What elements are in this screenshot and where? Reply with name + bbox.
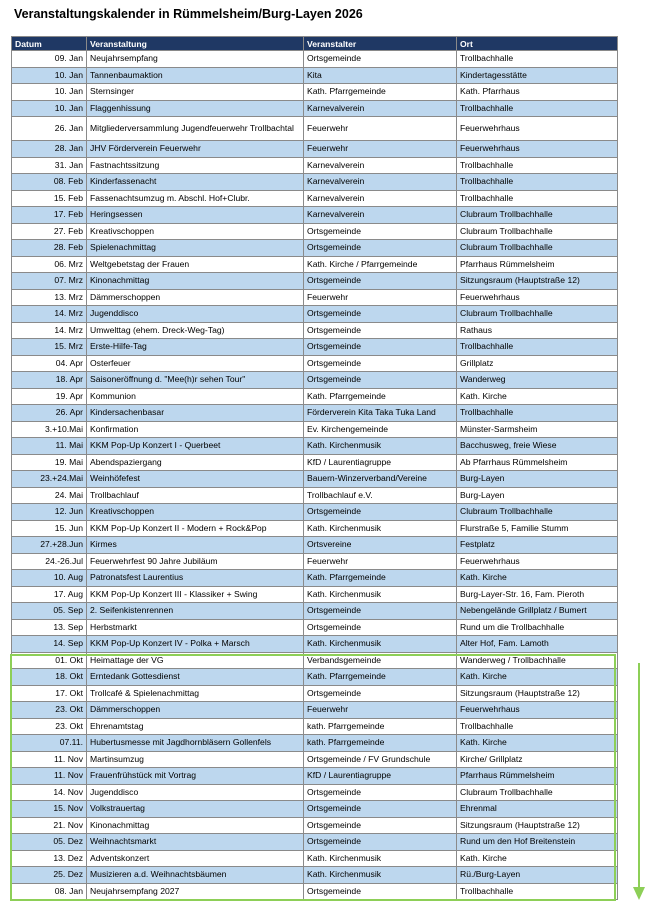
cell-ort: Trollbachhalle <box>457 157 618 174</box>
cell-ort: Bacchusweg, freie Wiese <box>457 438 618 455</box>
cell-veranstalter: Ortsgemeinde <box>304 603 457 620</box>
cell-datum: 15. Nov <box>12 801 87 818</box>
cell-ort: Sitzungsraum (Hauptstraße 12) <box>457 685 618 702</box>
table-row <box>12 100 618 117</box>
table-row <box>12 768 618 785</box>
cell-veranstalter: Ortsgemeinde / FV Grundschule <box>304 751 457 768</box>
cell-veranstaltung: 2. Seifenkistenrennen <box>87 603 304 620</box>
cell-ort: Feuerwehrhaus <box>457 702 618 719</box>
cell-datum: 08. Feb <box>12 174 87 191</box>
cell-veranstalter: Ortsgemeinde <box>304 240 457 257</box>
cell-veranstaltung: Dämmerschoppen <box>87 702 304 719</box>
cell-veranstalter: Ortsgemeinde <box>304 504 457 521</box>
table-row <box>12 454 618 471</box>
cell-datum: 3.+10.Mai <box>12 421 87 438</box>
cell-veranstaltung: Heimattage der VG <box>87 652 304 669</box>
cell-ort: Sitzungsraum (Hauptstraße 12) <box>457 817 618 834</box>
cell-ort: Trollbachhalle <box>457 339 618 356</box>
cell-veranstalter: Ortsgemeinde <box>304 834 457 851</box>
table-row <box>12 471 618 488</box>
cell-veranstalter: Feuerwehr <box>304 553 457 570</box>
cell-veranstalter: Kath. Kirchenmusik <box>304 636 457 653</box>
cell-veranstalter: Ortsgemeinde <box>304 801 457 818</box>
cell-veranstaltung: Sternsinger <box>87 84 304 101</box>
cell-ort: Kindertagesstätte <box>457 67 618 84</box>
cell-veranstalter: Ortsgemeinde <box>304 685 457 702</box>
table-row <box>12 817 618 834</box>
cell-ort: Trollbachhalle <box>457 174 618 191</box>
cell-ort: Clubraum Trollbachhalle <box>457 306 618 323</box>
cell-veranstaltung: Neujahrsempfang 2027 <box>87 883 304 900</box>
cell-veranstalter: Ortsgemeinde <box>304 784 457 801</box>
cell-datum: 17. Okt <box>12 685 87 702</box>
table-row <box>12 223 618 240</box>
header-datum: Datum <box>12 37 87 51</box>
cell-datum: 27.+28.Jun <box>12 537 87 554</box>
cell-veranstaltung: JHV Förderverein Feuerwehr <box>87 141 304 158</box>
cell-ort: Clubraum Trollbachhalle <box>457 240 618 257</box>
cell-datum: 10. Jan <box>12 100 87 117</box>
table-row <box>12 388 618 405</box>
cell-veranstalter: Kath. Pfarrgemeinde <box>304 669 457 686</box>
cell-ort: Alter Hof, Fam. Lamoth <box>457 636 618 653</box>
cell-veranstalter: Bauern-Winzerverband/Vereine <box>304 471 457 488</box>
table-row <box>12 570 618 587</box>
cell-ort: Kath. Kirche <box>457 388 618 405</box>
table-row <box>12 339 618 356</box>
cell-datum: 08. Jan <box>12 883 87 900</box>
cell-veranstaltung: Kinonachmittag <box>87 817 304 834</box>
cell-datum: 11. Nov <box>12 751 87 768</box>
cell-veranstalter: Karnevalverein <box>304 100 457 117</box>
cell-veranstaltung: KKM Pop-Up Konzert I - Querbeet <box>87 438 304 455</box>
cell-ort: Trollbachhalle <box>457 883 618 900</box>
table-row <box>12 718 618 735</box>
cell-veranstalter: kath. Pfarrgemeinde <box>304 718 457 735</box>
cell-datum: 25. Dez <box>12 867 87 884</box>
cell-veranstaltung: Patronatsfest Laurentius <box>87 570 304 587</box>
cell-datum: 21. Nov <box>12 817 87 834</box>
cell-datum: 26. Apr <box>12 405 87 422</box>
table-row <box>12 883 618 900</box>
cell-ort: Kath. Pfarrhaus <box>457 84 618 101</box>
cell-veranstaltung: Jugenddisco <box>87 306 304 323</box>
cell-veranstalter: Feuerwehr <box>304 117 457 141</box>
table-row <box>12 801 618 818</box>
cell-datum: 23. Okt <box>12 702 87 719</box>
table-row <box>12 504 618 521</box>
cell-datum: 13. Dez <box>12 850 87 867</box>
cell-veranstalter: Ortsgemeinde <box>304 372 457 389</box>
cell-datum: 09. Jan <box>12 51 87 68</box>
cell-datum: 19. Mai <box>12 454 87 471</box>
cell-ort: Ehrenmal <box>457 801 618 818</box>
cell-veranstaltung: Herbstmarkt <box>87 619 304 636</box>
cell-datum: 10. Jan <box>12 67 87 84</box>
cell-veranstaltung: Adventskonzert <box>87 850 304 867</box>
cell-veranstalter: Ortsgemeinde <box>304 339 457 356</box>
cell-datum: 26. Jan <box>12 117 87 141</box>
cell-veranstalter: Trollbachlauf e.V. <box>304 487 457 504</box>
cell-veranstaltung: Volkstrauertag <box>87 801 304 818</box>
table-row <box>12 702 618 719</box>
cell-datum: 15. Feb <box>12 190 87 207</box>
table-row <box>12 520 618 537</box>
cell-veranstaltung: Konfirmation <box>87 421 304 438</box>
cell-veranstaltung: Neujahrsempfang <box>87 51 304 68</box>
cell-ort: Trollbachhalle <box>457 718 618 735</box>
cell-datum: 19. Apr <box>12 388 87 405</box>
cell-veranstaltung: Fastnachtssitzung <box>87 157 304 174</box>
table-row <box>12 438 618 455</box>
cell-veranstaltung: Kommunion <box>87 388 304 405</box>
cell-veranstaltung: Kinderfassenacht <box>87 174 304 191</box>
cell-veranstalter: Kath. Kirchenmusik <box>304 867 457 884</box>
table-row <box>12 867 618 884</box>
cell-veranstaltung: KKM Pop-Up Konzert IV - Polka + Marsch <box>87 636 304 653</box>
cell-veranstalter: Kath. Pfarrgemeinde <box>304 388 457 405</box>
cell-veranstaltung: Kreativschoppen <box>87 504 304 521</box>
cell-veranstalter: Kath. Kirchenmusik <box>304 850 457 867</box>
cell-ort: Festplatz <box>457 537 618 554</box>
cell-datum: 17. Feb <box>12 207 87 224</box>
cell-datum: 31. Jan <box>12 157 87 174</box>
cell-veranstalter: Ortsgemeinde <box>304 306 457 323</box>
table-row <box>12 355 618 372</box>
table-row <box>12 256 618 273</box>
header-veranstaltung: Veranstaltung <box>87 37 304 51</box>
cell-datum: 10. Aug <box>12 570 87 587</box>
cell-veranstalter: Kath. Pfarrgemeinde <box>304 570 457 587</box>
cell-datum: 07. Mrz <box>12 273 87 290</box>
header-row <box>12 37 618 51</box>
cell-ort: Wanderweg <box>457 372 618 389</box>
cell-datum: 04. Apr <box>12 355 87 372</box>
cell-veranstalter: Kath. Kirche / Pfarrgemeinde <box>304 256 457 273</box>
cell-ort: Clubraum Trollbachhalle <box>457 223 618 240</box>
cell-veranstaltung: KKM Pop-Up Konzert II - Modern + Rock&Pop <box>87 520 304 537</box>
table-row <box>12 322 618 339</box>
cell-veranstaltung: Ehrenamtstag <box>87 718 304 735</box>
cell-veranstalter: Kath. Kirchenmusik <box>304 586 457 603</box>
cell-veranstalter: Ortsgemeinde <box>304 51 457 68</box>
cell-datum: 05. Sep <box>12 603 87 620</box>
cell-ort: Feuerwehrhaus <box>457 553 618 570</box>
cell-veranstalter: Feuerwehr <box>304 141 457 158</box>
event-table <box>11 36 618 900</box>
cell-veranstaltung: Trollcafé & Spielenachmittag <box>87 685 304 702</box>
cell-veranstaltung: Spielenachmittag <box>87 240 304 257</box>
cell-datum: 28. Feb <box>12 240 87 257</box>
cell-ort: Kirche/ Grillplatz <box>457 751 618 768</box>
table-row <box>12 84 618 101</box>
cell-ort: Rund um den Hof Breitenstein <box>457 834 618 851</box>
cell-ort: Trollbachhalle <box>457 190 618 207</box>
cell-ort: Kath. Kirche <box>457 570 618 587</box>
cell-datum: 11. Nov <box>12 768 87 785</box>
page-title: Veranstaltungskalender in Rümmelsheim/Burg-Layen 2026 <box>14 7 363 21</box>
table-row <box>12 372 618 389</box>
table-row <box>12 141 618 158</box>
cell-datum: 12. Jun <box>12 504 87 521</box>
cell-veranstaltung: Flaggenhissung <box>87 100 304 117</box>
cell-ort: Wanderweg / Trollbachhalle <box>457 652 618 669</box>
cell-veranstalter: KfD / Laurentiagruppe <box>304 454 457 471</box>
cell-datum: 11. Mai <box>12 438 87 455</box>
cell-ort: Münster-Sarmsheim <box>457 421 618 438</box>
cell-veranstaltung: Frauenfrühstück mit Vortrag <box>87 768 304 785</box>
cell-ort: Grillplatz <box>457 355 618 372</box>
cell-datum: 14. Sep <box>12 636 87 653</box>
cell-ort: Rund um die Trollbachhalle <box>457 619 618 636</box>
cell-veranstalter: Ortsvereine <box>304 537 457 554</box>
cell-ort: Kath. Kirche <box>457 669 618 686</box>
cell-datum: 01. Okt <box>12 652 87 669</box>
cell-veranstalter: Ortsgemeinde <box>304 883 457 900</box>
table-row <box>12 636 618 653</box>
table-row <box>12 669 618 686</box>
cell-veranstalter: Förderverein Kita Taka Tuka Land <box>304 405 457 422</box>
cell-datum: 23.+24.Mai <box>12 471 87 488</box>
cell-veranstalter: Ortsgemeinde <box>304 223 457 240</box>
down-arrow-icon <box>630 663 648 901</box>
header-veranstalter: Veranstalter <box>304 37 457 51</box>
cell-veranstalter: Feuerwehr <box>304 702 457 719</box>
table-row <box>12 553 618 570</box>
cell-ort: Clubraum Trollbachhalle <box>457 504 618 521</box>
cell-ort: Burg-Layer-Str. 16, Fam. Pieroth <box>457 586 618 603</box>
cell-datum: 15. Mrz <box>12 339 87 356</box>
table-row <box>12 240 618 257</box>
table-row <box>12 487 618 504</box>
cell-veranstaltung: Kinonachmittag <box>87 273 304 290</box>
cell-datum: 17. Aug <box>12 586 87 603</box>
table-row <box>12 537 618 554</box>
cell-ort: Flurstraße 5, Familie Stumm <box>457 520 618 537</box>
table-row <box>12 834 618 851</box>
cell-datum: 07.11. <box>12 735 87 752</box>
cell-ort: Ab Pfarrhaus Rümmelsheim <box>457 454 618 471</box>
cell-ort: Rathaus <box>457 322 618 339</box>
cell-veranstaltung: Tannenbaumaktion <box>87 67 304 84</box>
cell-veranstalter: Ortsgemeinde <box>304 355 457 372</box>
cell-ort: Trollbachhalle <box>457 100 618 117</box>
cell-veranstalter: Karnevalverein <box>304 174 457 191</box>
cell-veranstaltung: Weinhöfefest <box>87 471 304 488</box>
cell-ort: Kath. Kirche <box>457 735 618 752</box>
cell-ort: Pfarrhaus Rümmelsheim <box>457 256 618 273</box>
cell-veranstaltung: Fassenachtsumzug m. Abschl. Hof+Clubr. <box>87 190 304 207</box>
cell-veranstaltung: Erste-Hilfe-Tag <box>87 339 304 356</box>
cell-veranstaltung: Jugenddisco <box>87 784 304 801</box>
cell-veranstalter: Ortsgemeinde <box>304 619 457 636</box>
cell-ort: Nebengelände Grillplatz / Bumert <box>457 603 618 620</box>
cell-datum: 13. Sep <box>12 619 87 636</box>
table-row <box>12 619 618 636</box>
table-row <box>12 586 618 603</box>
cell-datum: 10. Jan <box>12 84 87 101</box>
table-row <box>12 405 618 422</box>
table-row <box>12 652 618 669</box>
cell-datum: 14. Nov <box>12 784 87 801</box>
cell-veranstalter: Ortsgemeinde <box>304 273 457 290</box>
cell-veranstaltung: Saisoneröffnung d. "Mee(h)r sehen Tour" <box>87 372 304 389</box>
table-row <box>12 850 618 867</box>
cell-ort: Trollbachhalle <box>457 405 618 422</box>
cell-veranstaltung: KKM Pop-Up Konzert III - Klassiker + Swing <box>87 586 304 603</box>
cell-veranstaltung: Musizieren a.d. Weihnachtsbäumen <box>87 867 304 884</box>
cell-ort: Feuerwehrhaus <box>457 117 618 141</box>
cell-datum: 28. Jan <box>12 141 87 158</box>
cell-veranstaltung: Weihnachtsmarkt <box>87 834 304 851</box>
table-row <box>12 174 618 191</box>
cell-veranstalter: KfD / Laurentiagruppe <box>304 768 457 785</box>
cell-veranstaltung: Abendspaziergang <box>87 454 304 471</box>
cell-datum: 23. Okt <box>12 718 87 735</box>
cell-veranstaltung: Kindersachenbasar <box>87 405 304 422</box>
table-row <box>12 603 618 620</box>
cell-veranstaltung: Mitgliederversammlung Jugendfeuerwehr Trollbachtal <box>87 117 304 141</box>
cell-ort: Sitzungsraum (Hauptstraße 12) <box>457 273 618 290</box>
table-row <box>12 421 618 438</box>
cell-ort: Pfarrhaus Rümmelsheim <box>457 768 618 785</box>
cell-ort: Clubraum Trollbachhalle <box>457 207 618 224</box>
cell-datum: 15. Jun <box>12 520 87 537</box>
cell-datum: 27. Feb <box>12 223 87 240</box>
cell-veranstalter: Kath. Pfarrgemeinde <box>304 84 457 101</box>
cell-datum: 18. Apr <box>12 372 87 389</box>
cell-veranstaltung: Dämmerschoppen <box>87 289 304 306</box>
cell-veranstaltung: Feuerwehrfest 90 Jahre Jubiläum <box>87 553 304 570</box>
cell-veranstaltung: Umwelttag (ehem. Dreck-Weg-Tag) <box>87 322 304 339</box>
table-row <box>12 51 618 68</box>
table-row <box>12 306 618 323</box>
cell-ort: Trollbachhalle <box>457 51 618 68</box>
cell-veranstaltung: Martinsumzug <box>87 751 304 768</box>
cell-veranstalter: Karnevalverein <box>304 207 457 224</box>
cell-veranstalter: Ortsgemeinde <box>304 817 457 834</box>
table-row <box>12 157 618 174</box>
table-row <box>12 190 618 207</box>
table-row <box>12 751 618 768</box>
cell-veranstalter: Ev. Kirchengemeinde <box>304 421 457 438</box>
cell-veranstaltung: Weltgebetstag der Frauen <box>87 256 304 273</box>
cell-ort: Rü./Burg-Layen <box>457 867 618 884</box>
cell-ort: Clubraum Trollbachhalle <box>457 784 618 801</box>
cell-veranstaltung: Kreativschoppen <box>87 223 304 240</box>
cell-ort: Kath. Kirche <box>457 850 618 867</box>
cell-datum: 24.-26.Jul <box>12 553 87 570</box>
cell-veranstaltung: Kirmes <box>87 537 304 554</box>
cell-veranstalter: Kath. Kirchenmusik <box>304 520 457 537</box>
cell-veranstaltung: Hubertusmesse mit Jagdhornbläsern Gollenfels <box>87 735 304 752</box>
table-row <box>12 117 618 141</box>
cell-ort: Feuerwehrhaus <box>457 141 618 158</box>
table-row <box>12 685 618 702</box>
cell-veranstalter: Kath. Kirchenmusik <box>304 438 457 455</box>
cell-veranstalter: Ortsgemeinde <box>304 322 457 339</box>
cell-veranstalter: kath. Pfarrgemeinde <box>304 735 457 752</box>
cell-veranstaltung: Osterfeuer <box>87 355 304 372</box>
header-ort: Ort <box>457 37 618 51</box>
cell-datum: 06. Mrz <box>12 256 87 273</box>
cell-veranstalter: Karnevalverein <box>304 157 457 174</box>
table-row <box>12 289 618 306</box>
cell-veranstalter: Karnevalverein <box>304 190 457 207</box>
cell-veranstalter: Kita <box>304 67 457 84</box>
cell-veranstaltung: Erntedank Gottesdienst <box>87 669 304 686</box>
cell-ort: Burg-Layen <box>457 487 618 504</box>
cell-ort: Burg-Layen <box>457 471 618 488</box>
cell-veranstaltung: Heringsessen <box>87 207 304 224</box>
cell-datum: 14. Mrz <box>12 322 87 339</box>
table-row <box>12 735 618 752</box>
cell-datum: 13. Mrz <box>12 289 87 306</box>
table-row <box>12 784 618 801</box>
cell-veranstaltung: Trollbachlauf <box>87 487 304 504</box>
cell-datum: 24. Mai <box>12 487 87 504</box>
cell-veranstalter: Feuerwehr <box>304 289 457 306</box>
table-row <box>12 207 618 224</box>
table-row <box>12 273 618 290</box>
cell-veranstalter: Verbandsgemeinde <box>304 652 457 669</box>
cell-datum: 05. Dez <box>12 834 87 851</box>
table-row <box>12 67 618 84</box>
cell-datum: 18. Okt <box>12 669 87 686</box>
cell-ort: Feuerwehrhaus <box>457 289 618 306</box>
cell-datum: 14. Mrz <box>12 306 87 323</box>
